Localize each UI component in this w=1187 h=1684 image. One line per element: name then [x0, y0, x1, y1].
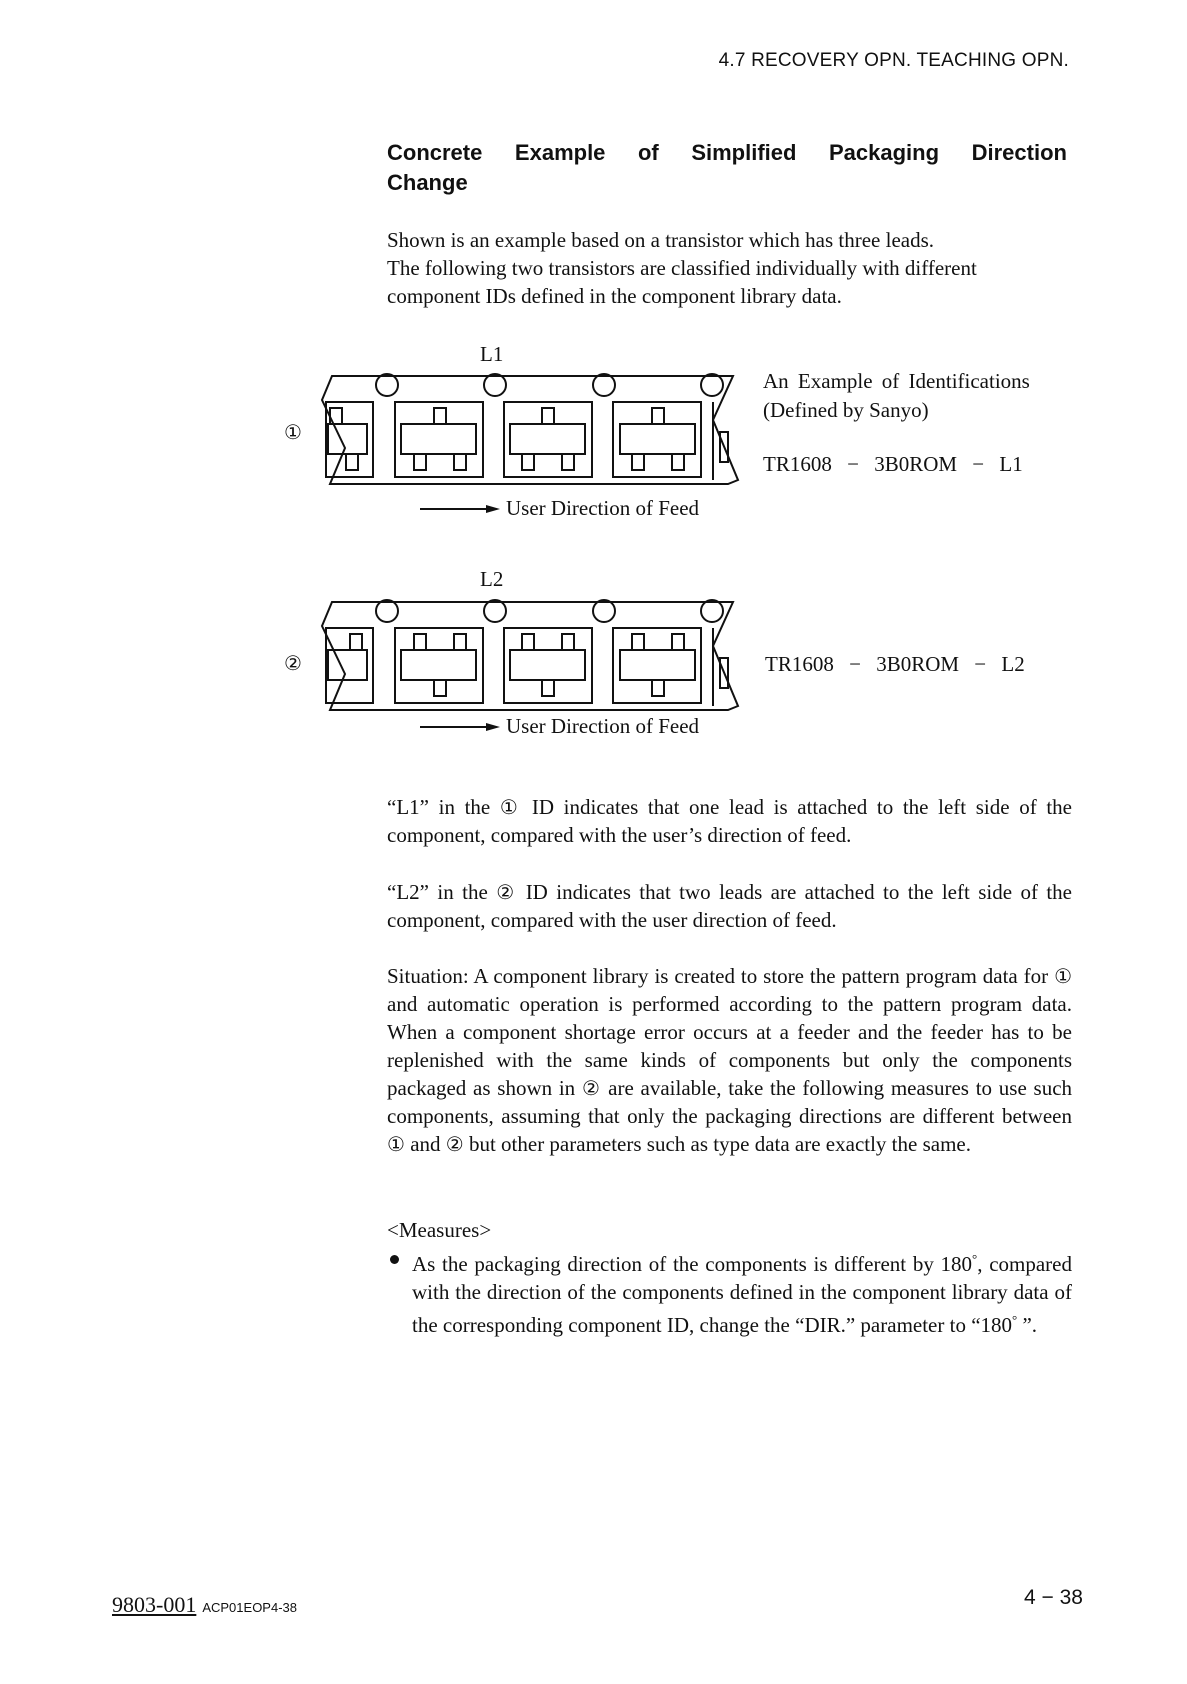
id-suffix: L1 [999, 452, 1023, 476]
component-id-1 [763, 452, 1023, 477]
explanation-text: ID indicates that one lead is attached to the left side of the component, compared with the user’s direction of feed. [387, 795, 1073, 847]
marker-1: ① [1054, 964, 1072, 988]
sprocket-hole [593, 600, 615, 622]
lead [672, 454, 684, 470]
tape-diagram-2 [320, 596, 740, 711]
component-body [510, 424, 585, 454]
component-body [401, 650, 476, 680]
pocket [613, 628, 701, 703]
tape-outline [322, 602, 738, 710]
sprocket-hole [701, 374, 723, 396]
lead [652, 680, 664, 696]
diagram-1-marker: ① [284, 420, 302, 444]
lead [632, 634, 644, 650]
lead [350, 634, 362, 650]
lead [672, 634, 684, 650]
marker-1: ① [387, 1132, 405, 1156]
feed-direction-label: User Direction of Feed [506, 496, 700, 520]
sprocket-hole [593, 374, 615, 396]
situation-text: are available, take the following measures to use such components, assuming that only the packaging directions are different between [387, 1076, 1073, 1128]
situation-paragraph [387, 962, 1072, 1158]
marker-2: ② [445, 1132, 464, 1156]
explanation-l2 [387, 878, 1072, 934]
lead [632, 454, 644, 470]
pocket-partial [326, 402, 373, 477]
sprocket-hole [484, 374, 506, 396]
footer-code: 9803-001 [112, 1592, 197, 1617]
id-code: 3B0ROM [874, 452, 958, 476]
identifications-heading-line-1: An Example of Identifications [763, 369, 1030, 393]
lead [434, 680, 446, 696]
lead [454, 454, 466, 470]
component-id-2 [765, 652, 1025, 677]
lead [522, 634, 534, 650]
bullet-icon [390, 1255, 399, 1264]
id-separator: − [847, 452, 859, 476]
explanation-l1 [387, 793, 1072, 849]
id-part: TR1608 [763, 452, 832, 476]
situation-text: and automatic operation is performed according to the pattern program data. When a component shortage error occurs at a feeder and the feeder has to be replenished with the same kinds of components but only the components packaged as shown in [387, 992, 1072, 1100]
diagram-1-label: L1 [480, 342, 504, 366]
id-separator: − [974, 652, 987, 676]
explanation-prefix: “L1” in the [387, 795, 491, 819]
lead [562, 634, 574, 650]
explanation-prefix: “L2” in the [387, 880, 488, 904]
measure-text: As the packaging direction of the components is different by 180 [412, 1252, 973, 1276]
intro-paragraph [387, 226, 1072, 310]
lead [454, 634, 466, 650]
feed-direction-label: User Direction of Feed [506, 714, 700, 738]
marker-2: ② [581, 1076, 602, 1100]
situation-text: Situation: A component library is created to store the pattern program data for [387, 964, 1049, 988]
title-word: Packaging [829, 140, 940, 165]
section-header: 4.7 RECOVERY OPN. TEACHING OPN. [718, 50, 1069, 71]
page-title [387, 138, 1067, 198]
arrow-right-icon [420, 503, 500, 515]
component-body [510, 650, 585, 680]
intro-line-1: Shown is an example based on a transistor which has three leads. [387, 228, 935, 252]
measures-heading: <Measures> [387, 1218, 492, 1242]
sprocket-hole [376, 600, 398, 622]
pocket [504, 628, 592, 703]
id-separator: − [972, 452, 985, 476]
title-word: of [637, 140, 659, 165]
component-body-partial [328, 650, 367, 680]
pocket [395, 402, 483, 477]
title-word: Example [514, 140, 606, 165]
marker-2: ② [496, 880, 518, 904]
arrow-right-icon [420, 721, 500, 733]
feed-direction-2 [420, 714, 699, 739]
diagram-2-marker: ② [284, 651, 302, 675]
tape-outline [322, 376, 738, 484]
identifications-heading-line-2: (Defined by Sanyo) [763, 398, 929, 422]
measures-bullet [412, 1245, 1072, 1339]
lead [652, 408, 664, 424]
component-body [620, 650, 695, 680]
id-suffix: L2 [1001, 652, 1025, 676]
sprocket-hole [701, 600, 723, 622]
identifications-heading [763, 367, 1030, 425]
feed-direction-1 [420, 496, 699, 521]
title-word: Direction [971, 140, 1067, 165]
lead [542, 680, 554, 696]
situation-text: and [410, 1132, 441, 1156]
diagram-2-label: L2 [480, 567, 504, 591]
marker-1: ① [499, 795, 523, 819]
id-part: TR1608 [765, 652, 834, 676]
pocket [613, 402, 701, 477]
lead [434, 408, 446, 424]
footer-doc-id: ACP01EOP4-38 [202, 1600, 297, 1615]
sprocket-hole [376, 374, 398, 396]
lead [542, 408, 554, 424]
title-line-2: Change [387, 170, 468, 195]
lead [562, 454, 574, 470]
lead [414, 454, 426, 470]
lead [414, 634, 426, 650]
intro-line-2: The following two transistors are classified individually with different component IDs defined in the component library data. [387, 256, 977, 308]
situation-text: but other parameters such as type data are exactly the same. [468, 1132, 971, 1156]
component-body [401, 424, 476, 454]
page-number: 4 − 38 [1024, 1586, 1083, 1609]
title-word: Simplified [691, 140, 797, 165]
sprocket-hole [484, 600, 506, 622]
title-line-1 [387, 138, 1067, 168]
degree-symbol: ° [1012, 1312, 1018, 1327]
explanation-text: ID indicates that two leads are attached to the left side of the component, compared with the user direction of feed. [387, 880, 1073, 932]
id-code: 3B0ROM [876, 652, 960, 676]
lead [522, 454, 534, 470]
degree-symbol: ° [972, 1251, 978, 1266]
measure-text: ”. [1017, 1313, 1038, 1337]
measure-text: , compared with the direction of the components defined in the component library data of the corresponding component ID, change the “DIR.” parameter to “180 [412, 1252, 1072, 1337]
lead [346, 454, 358, 470]
id-separator: − [849, 652, 861, 676]
footer-left [112, 1592, 297, 1618]
tape-diagram-1 [320, 370, 740, 485]
component-body-partial [328, 424, 367, 454]
component-body [620, 424, 695, 454]
title-word: Concrete [387, 140, 483, 165]
pocket [395, 628, 483, 703]
pocket [504, 402, 592, 477]
